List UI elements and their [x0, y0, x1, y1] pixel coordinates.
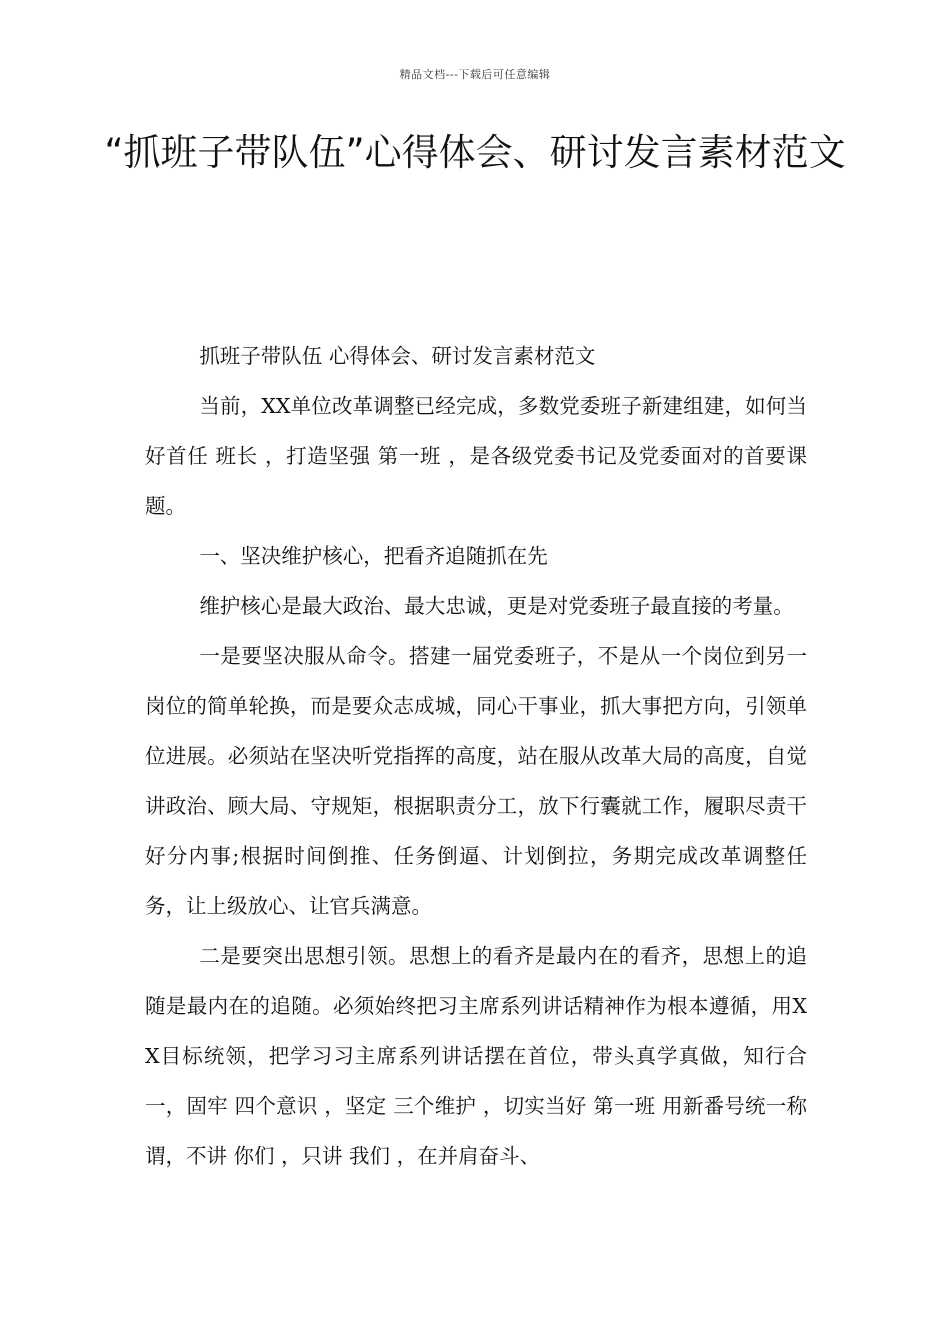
paragraph-intro: 当前，XX单位改革调整已经完成，多数党委班子新建组建，如何当好首任 班长 ，打造坚强 第一班 ，是各级党委书记及党委面对的首要课题。	[145, 394, 807, 518]
header-note: 精品文档---下载后可任意编辑	[399, 68, 551, 81]
document-body	[145, 331, 807, 1181]
paragraph-point-2: 二是要突出思想引领。思想上的看齐是最内在的看齐，思想上的追随是最内在的追随。必须始终把习主席系列讲话精神作为根本遵循，用XX目标统领，把学习习主席系列讲话摆在首位，带头真学真做，知行合一，固牢 四个意识 ，坚定 三个维护 ，切实当好 第一班 用新番号统一称谓，不讲 你们 ，只讲 我们 ，在并肩奋斗、	[145, 944, 807, 1168]
paragraph-point-1: 一是要坚决服从命令。搭建一届党委班子，不是从一个岗位到另一岗位的简单轮换，而是要众志成城，同心干事业，抓大事把方向，引领单位进展。必须站在坚决听党指挥的高度，站在服从改革大局的高度，自觉讲政治、顾大局、守规矩，根据职责分工，放下行囊就工作，履职尽责干好分内事;根据时间倒推、任务倒逼、计划倒拉，务期完成改革调整任务，让上级放心、让官兵满意。	[145, 644, 807, 918]
paragraph-subtitle: 抓班子带队伍 心得体会、研讨发言素材范文	[199, 344, 596, 368]
paragraph-core: 维护核心是最大政治、最大忠诚，更是对党委班子最直接的考量。	[199, 594, 794, 618]
document-title: “抓班子带队伍”心得体会、研讨发言素材范文	[104, 131, 846, 174]
section-heading-1: 一、坚决维护核心，把看齐追随抓在先	[199, 544, 548, 568]
